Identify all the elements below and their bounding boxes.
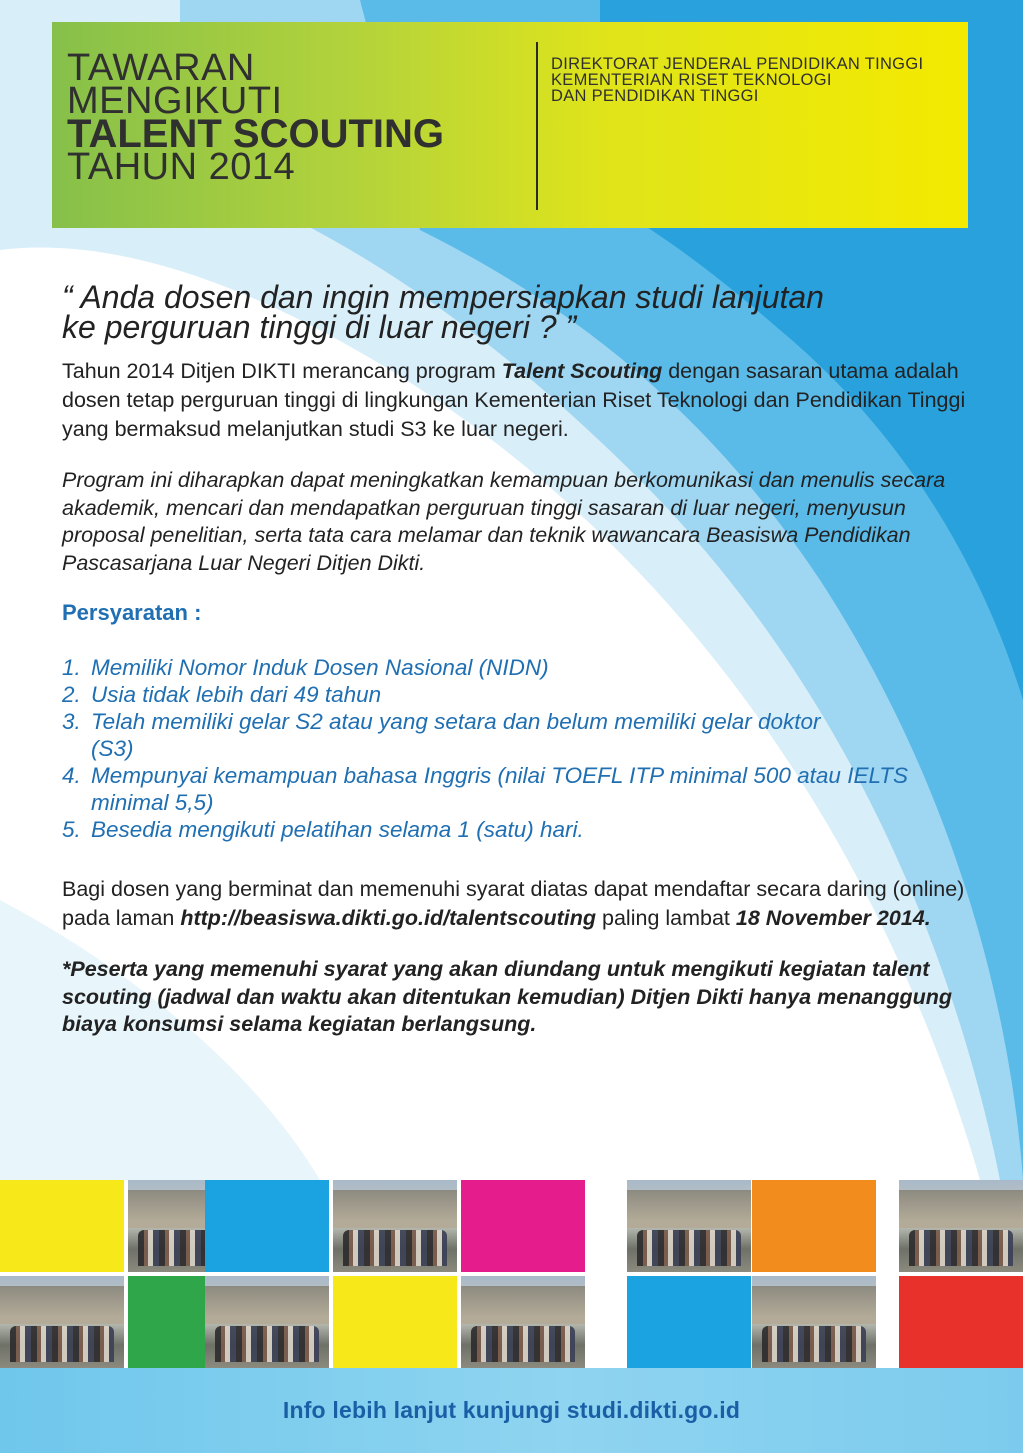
org-line-3: DAN PENDIDIKAN TINGGI (551, 87, 759, 105)
requirements-title: Persyaratan : (62, 600, 202, 625)
quote-heading (62, 279, 992, 345)
requirement-item (62, 816, 992, 843)
group-photo (752, 1276, 876, 1368)
footer-bar (0, 1368, 1023, 1453)
requirement-item (62, 762, 992, 816)
group-photo (899, 1180, 1023, 1272)
title-line-3: TALENT SCOUTING (67, 112, 445, 156)
group-photo (333, 1180, 457, 1272)
grid-tile-yellow (0, 1180, 124, 1272)
group-photo (461, 1276, 585, 1368)
intro-text-start: Tahun 2014 Ditjen DIKTI merancang program (62, 359, 502, 383)
registration-text: Bagi dosen yang berminat dan memenuhi syarat diatas dapat mendaftar secara daring (online) pada laman (62, 877, 965, 930)
requirements-list (62, 654, 992, 843)
requirement-item (62, 681, 992, 708)
program-paragraph: Program ini diharapkan dapat meningkatkan kemampuan berkomunikasi dan menulis secara akademik, mencari dan mendapatkan perguruan tinggi sasaran di luar negeri, menyusun proposal penelitian, serta tata cara melamar dan teknik wawancara Beasiswa Pendidikan Pascasarjana Luar Negeri Ditjen Dikti. (62, 468, 946, 575)
title-line-1: TAWARAN (67, 47, 255, 89)
grid-tile-yellow-2 (333, 1276, 457, 1368)
title-line-4: TAHUN 2014 (67, 146, 296, 188)
grid-tile-blue (205, 1180, 329, 1272)
group-photo (627, 1180, 751, 1272)
requirement-number: 4. (62, 763, 81, 788)
registration-link[interactable]: http://beasiswa.dikti.go.id/talentscouting (180, 906, 597, 930)
grid-tile-magenta (461, 1180, 585, 1272)
registration-text-middle: paling lambat (596, 906, 736, 930)
requirement-number: 2. (62, 682, 81, 707)
organization-name (551, 56, 923, 104)
participant-note: *Peserta yang memenuhi syarat yang akan diundang untuk mengikuti kegiatan talent scouting (jadwal dan waktu akan ditentukan kemudian) Ditjen Dikti hanya menanggung biaya konsumsi selama kegiatan berlangsung. (62, 957, 952, 1036)
requirement-number: 5. (62, 817, 81, 842)
org-line-2: KEMENTERIAN RISET TEKNOLOGI (551, 71, 832, 89)
grid-tile-blue-2 (627, 1276, 751, 1368)
grid-tile-orange (752, 1180, 876, 1272)
grid-tile-red (899, 1276, 1023, 1368)
requirement-number: 1. (62, 655, 81, 680)
requirement-item (62, 654, 992, 681)
photo-grid (0, 1180, 1023, 1368)
title-line-2: MENGIKUTI (67, 80, 283, 122)
requirement-text: Memiliki Nomor Induk Dosen Nasional (NIDN) (91, 655, 549, 680)
quote-line-1: “ Anda dosen dan ingin mempersiapkan studi lanjutan (62, 279, 824, 315)
main-content (62, 279, 992, 1039)
registration-deadline: 18 November 2014. (735, 906, 931, 930)
group-photo (205, 1276, 329, 1368)
poster-title (67, 47, 445, 188)
registration-paragraph (62, 875, 992, 933)
requirement-text: Telah memiliki gelar S2 atau yang setara dan belum memiliki gelar doktor (S3) (91, 709, 821, 761)
quote-line-2: ke perguruan tinggi di luar negeri ? ” (62, 309, 577, 345)
requirement-text: Besedia mengikuti pelatihan selama 1 (satu) hari. (91, 817, 584, 842)
group-photo (0, 1276, 124, 1368)
requirement-text: Usia tidak lebih dari 49 tahun (91, 682, 382, 707)
org-line-1: DIREKTORAT JENDERAL PENDIDIKAN TINGGI (551, 55, 924, 73)
requirement-item (62, 708, 992, 762)
intro-paragraph (62, 357, 992, 444)
requirement-number: 3. (62, 709, 81, 734)
program-name: Talent Scouting (501, 359, 663, 383)
intro-text-end: dengan sasaran utama adalah dosen tetap perguruan tinggi di lingkungan Kementerian Riset Teknologi dan Pendidikan Tinggi yang bermaksud melanjutkan studi S3 ke luar negeri. (62, 359, 966, 441)
footer-info-text[interactable]: Info lebih lanjut kunjungi studi.dikti.go.id (282, 1397, 741, 1423)
requirement-text: Mempunyai kemampuan bahasa Inggris (nilai TOEFL ITP minimal 500 atau IELTS minimal 5,5) (91, 763, 909, 815)
header-divider (536, 42, 538, 210)
